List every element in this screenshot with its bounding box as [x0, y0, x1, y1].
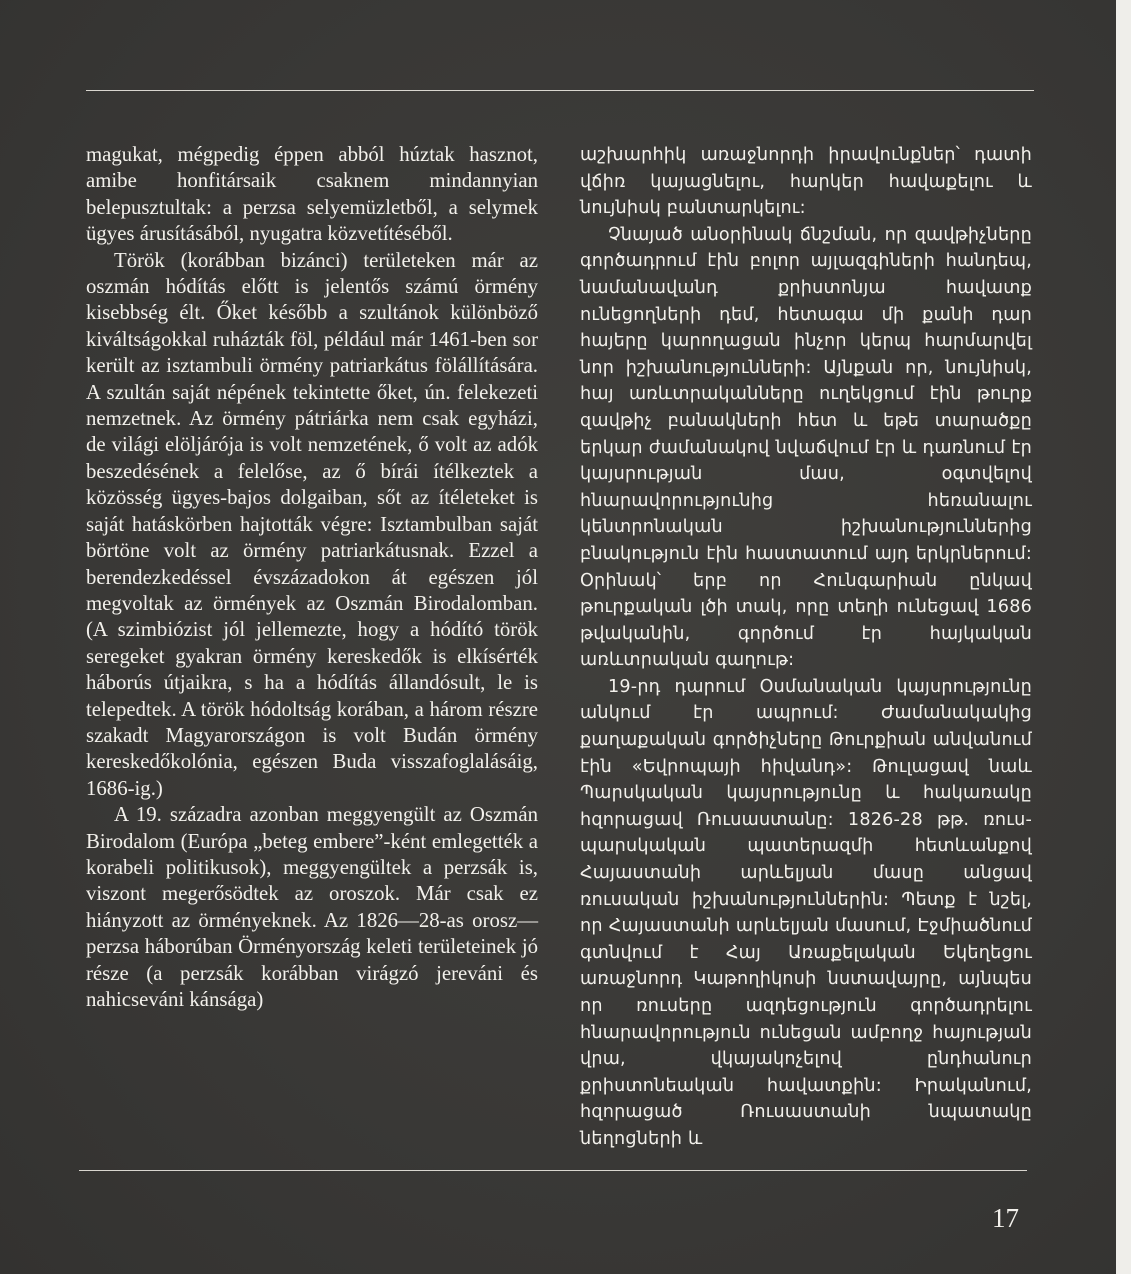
page-number: 17 — [992, 1203, 1019, 1233]
left-paragraph-2: Török (korábban bizánci) területeken már az oszmán hódítás előtt is jelentős számú örmény kisebbség élt. Őket később a szultánok különböző kiváltságokkal ruházták föl, például már 1461-ben sor került az isztambuli örmény patriarkátus fölállítására. A szultán saját népének tekintette őket, ún. felekezeti nemzetnek. Az örmény pátriárka nem csak egyházi, de világi elöljárója is volt nemzetének, ő volt az adók beszedésének a felelőse, az ő bírái ítélkeztek a közösség ügyes-bajos dolgaiban, sőt az ítéleteket is saját hatáskörben hajtották végre: Isztambulban saját börtöne volt az örmény patriarkátusnak. Ezzel a berendezkedéssel évszázadokon át egészen jól megvoltak az örmények az Oszmán Birodalomban. (A szimbiózist jól jellemezte, hogy a hódító török seregeket gyakran örmény kereskedők is elkísérték háborús útjaikra, s ha a hódítás állandósult, le is telepedtek. A török hódoltság korában, a három részre szakadt Magyarországon is volt Budán örmény kereskedőkolónia, egészen Buda visszafoglalásáig, 1686-ig.) — [86, 248, 538, 800]
left-paragraph-3: A 19. századra azonban meggyengült az Oszmán Birodalom (Európa „beteg embere”-ként emlegették a korabeli politikusok), meggyengültek a perzsák is, viszont megerősödtek az oroszok. Már csak ez hiányzott az örményeknek. Az 1826—28-as orosz—perzsa háborúban Örményország keleti területeinek jó része (a perzsák korábban virágzó jereváni és nahicseváni kánsága) — [86, 803, 538, 1011]
right-paragraph-3: 19-րդ դարում Օսմանական կայսրությունը անկում էր ապրում: Ժամանակակից քաղաքական գործիչները Թուրքիան անվանում էին «Եվրոպայի հիվանդ»: Թուլացավ նաև Պարսկական կայսրությունը և հակառակը հզորացավ Ռուսաստանը: 1826-28 թթ. ռուս-պարսկական պատերազմի հետևանքով Հայաստանի արևելյան մասը անցավ ռուսական իշխանություններին: Պետք է նշել, որ Հայաստանի արևելյան մասում, Էջմիածնում գտնվում է Հայ Առաքելական Եկեղեցու առաջնորդ Կաթողիկոսի նստավայրը, այնպես որ ռուսերը ազդեցություն գործադրելու հնարավորություն ունեցան ամբողջ հայության վրա, վկայակոչելով ընդհանուր քրիստոնեական հավատքին: Իրականում, հզորացած Ռուսաստանի նպատակը նեղոցների և — [580, 676, 1032, 1149]
armenian-text-column — [580, 142, 1032, 1153]
right-paragraph-2: Չնայած անօրինակ ճնշման, որ զավթիչները գործադրում էին բոլոր այլազգիների հանդեպ, նամանավանդ քրիստոնյա հավատք ունեցողների դեմ, հետագա մի քանի դար հայերը կարողացան ինչոր կերպ հարմարվել նոր իշխանությունների: Այնքան որ, նույնիսկ, հայ առևտրականները ուղեկցում էին թուրք զավթիչ բանակների հետ և եթե տարածքը երկար ժամանակով նվաճվում էր և դառնում էր կայսրության մաս, օգտվելով հնարավորությունից հեռանալու կենտրոնական իշխանություններից բնակություն էին հաստատում այդ երկրներում: Օրինակ՝ երբ որ Հունգարիան ընկավ թուրքական լծի տակ, որը տեղի ունեցավ 1686 թվականին, գործում էր հայկական առևտրական գաղութ: — [580, 224, 1032, 671]
left-paragraph-1: magukat, mégpedig éppen abból húztak hasznot, amibe honfitársaik csaknem mindannyian belepusztultak: a perzsa selyemüzletből, a selymek ügyes árusításából, nyugatra közvetítéséből. — [86, 143, 538, 246]
right-paragraph-1: աշխարհիկ առաջնորդի իրավունքներ՝ դատի վճիռ կայացնելու, հարկեր հավաքելու և նույնիսկ բանտարկելու: — [580, 145, 1032, 219]
top-rule — [86, 90, 1034, 91]
hungarian-text-column — [86, 142, 538, 1013]
bottom-rule — [79, 1170, 1027, 1171]
